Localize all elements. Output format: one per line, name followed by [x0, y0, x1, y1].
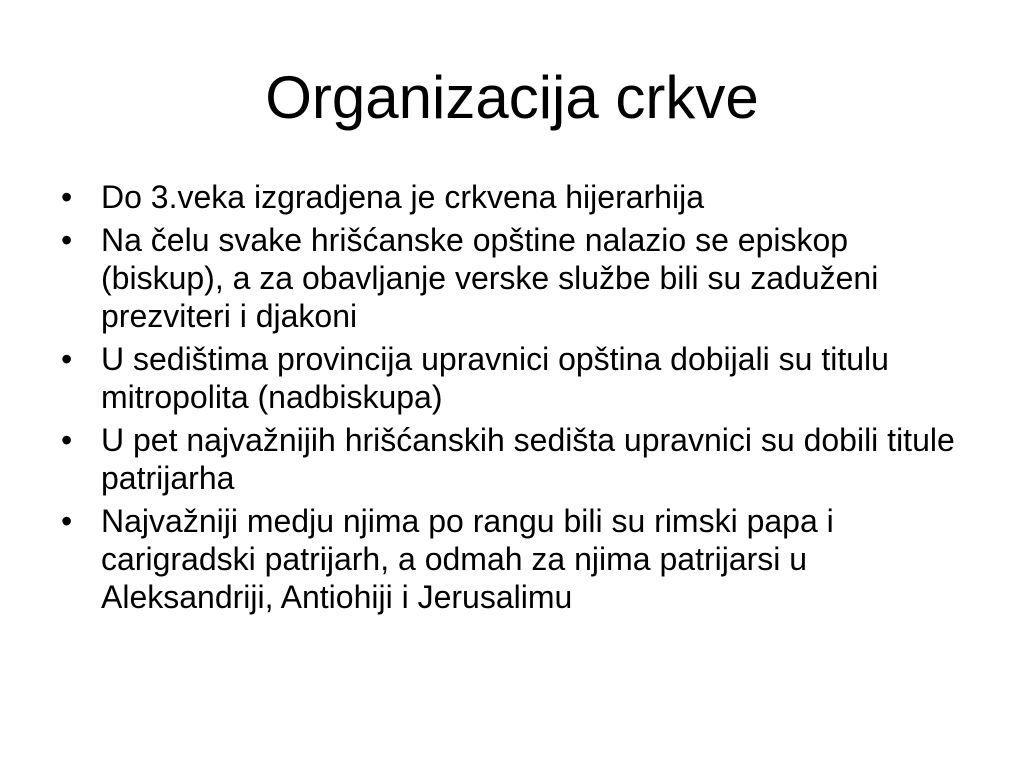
- bullet-icon: •: [61, 222, 73, 258]
- bullet-item: [56, 502, 956, 616]
- bullet-text: Na čelu svake hrišćanske opštine nalazio se episkop (biskup), a za obavljanje verske službe bili su zaduženi prezviteri i djakoni: [101, 222, 879, 334]
- bullet-icon: •: [61, 341, 73, 377]
- bullet-text: Najvažniji medju njima po rangu bili su rimski papa i carigradski patrijarh, a odmah za njima patrijarsi u Aleksandriji, Antiohiji i Jerusalimu: [101, 503, 834, 615]
- slide-title: Organizacija crkve: [265, 64, 759, 131]
- bullet-list: [56, 178, 956, 621]
- bullet-text: Do 3.veka izgradjena je crkvena hijerarhija: [101, 179, 704, 215]
- bullet-item: [56, 221, 956, 335]
- bullet-item: [56, 421, 956, 497]
- bullet-icon: •: [61, 179, 73, 215]
- bullet-item: [56, 178, 956, 216]
- bullet-icon: •: [61, 422, 73, 458]
- bullet-text: U sedištima provincija upravnici opština dobijali su titulu mitropolita (nadbiskupa): [101, 341, 889, 415]
- bullet-icon: •: [61, 503, 73, 539]
- bullet-text: U pet najvažnijih hrišćanskih sedišta upravnici su dobili titule patrijarha: [101, 422, 955, 496]
- bullet-item: [56, 340, 956, 416]
